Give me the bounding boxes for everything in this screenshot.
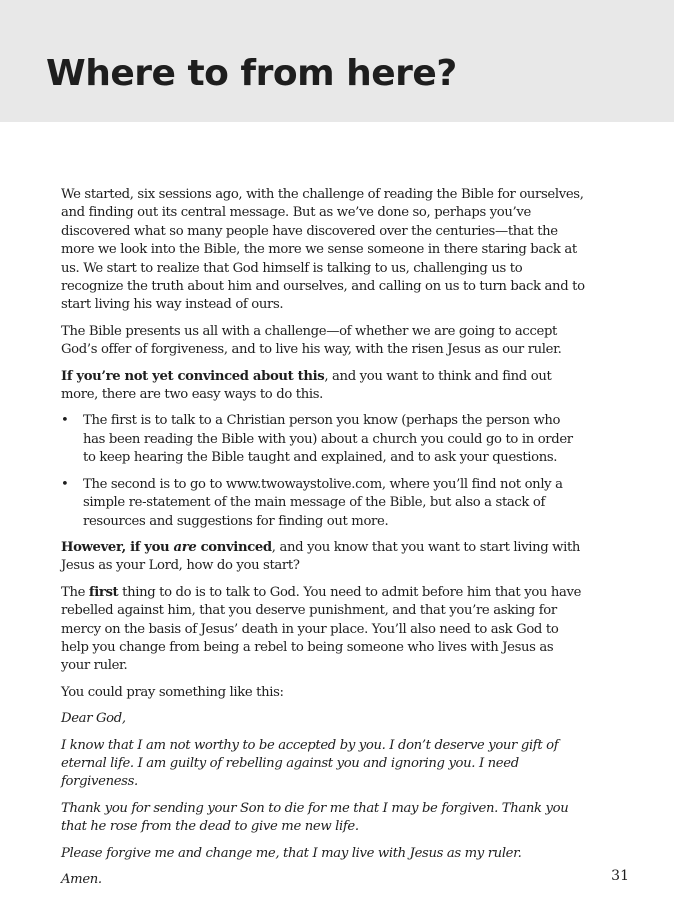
options-list <box>61 412 585 530</box>
emphasis-not-convinced: If you’re not yet convinced about this <box>61 368 325 384</box>
paragraph-first-step-lead: The <box>61 584 89 600</box>
list-item-text: The first is to talk to a Christian person you know (perhaps the person who has been reading the Bible with you) about a church you could go to in order to keep hearing the Bible taught and explained, and to ask your questions. <box>83 413 573 466</box>
emphasis-convinced-b: convinced <box>196 539 272 555</box>
bullet-glyph: • <box>61 476 69 492</box>
emphasis-convinced-a: However, if you <box>61 539 174 555</box>
paragraph-convinced <box>61 539 585 576</box>
paragraph-intro: We started, six sessions ago, with the challenge of reading the Bible for ourselves, and finding out its central message. But as we’ve done so, perhaps you’ve discovered what so many people have discovered over the centuries—that the more we look into the Bible, the more we sense someone in there staring back at us. We start to realize that God himself is talking to us, challenging us to recognize the truth about him and ourselves, and calling on us to turn back and to start living his way instead of ours. <box>61 187 585 313</box>
emphasis-are: are <box>173 539 197 555</box>
paragraph-not-convinced-text: , and you want to think and find out more, there are two easy ways to do this. <box>61 368 552 403</box>
paragraph-convinced-text: , and you know that you want to start living with Jesus as your Lord, how do you start? <box>61 539 581 574</box>
header-band <box>0 0 674 122</box>
page-title: Where to from here? <box>46 53 457 94</box>
bullet-glyph: • <box>61 413 69 429</box>
emphasis-convinced <box>61 540 272 555</box>
list-item <box>61 476 585 531</box>
paragraph-pray-intro: You could pray something like this: <box>61 684 284 700</box>
paragraph-challenge: The Bible presents us all with a challenge—of whether we are going to accept God’s offer of forgiveness, and to live his way, with the risen Jesus as our ruler. <box>61 323 562 358</box>
prayer-amen: Amen. <box>61 872 102 887</box>
prayer-confession: I know that I am not worthy to be accepted by you. I don’t deserve your gift of eternal life. I am guilty of rebelling against you and ignoring you. I need forgiveness. <box>61 737 559 790</box>
list-item <box>61 412 585 467</box>
paragraph-not-convinced <box>61 368 585 405</box>
paragraph-first-step-text: thing to do is to talk to God. You need to admit before him that you have rebelled against him, that you deserve punishment, and that you’re asking for mercy on the basis of Jesus’ death in your place. You’ll also need to ask God to help you change from being a rebel to being someone who lives with Jesus as your ruler. <box>61 584 582 674</box>
prayer-thanks: Thank you for sending your Son to die for me that I may be forgiven. Thank you that he rose from the dead to give me new life. <box>61 800 569 835</box>
emphasis-first: first <box>88 584 119 600</box>
prayer-greeting: Dear God, <box>61 711 126 727</box>
page-number: 31 <box>611 868 629 884</box>
paragraph-first-step <box>61 584 585 676</box>
list-item-text: The second is to go to www.twowaystolive.com, where you’ll find not only a simple re-statement of the main message of the Bible, but also a stack of resources and suggestions for finding out more. <box>83 476 563 529</box>
body-text <box>61 186 585 897</box>
prayer-request: Please forgive me and change me, that I may live with Jesus as my ruler. <box>61 845 522 861</box>
